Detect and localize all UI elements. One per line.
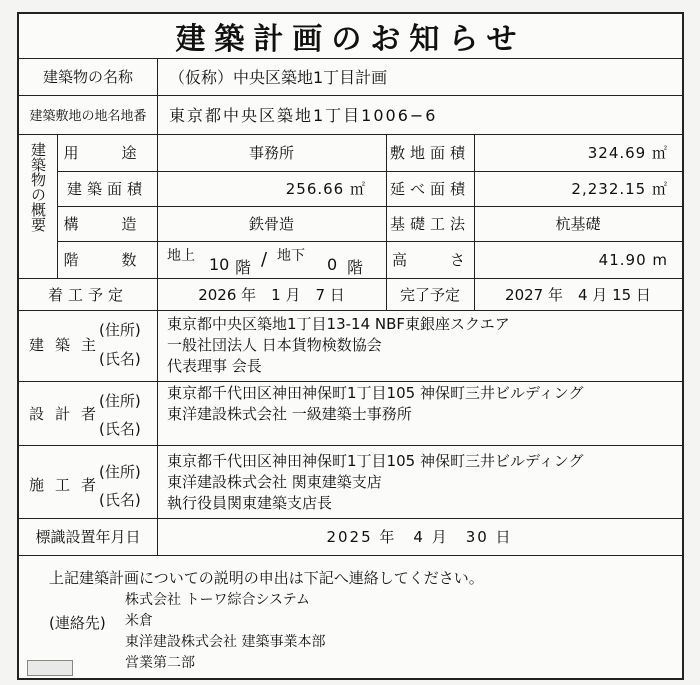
owner-line: 代表理事 会長 xyxy=(167,357,262,375)
structure-label: 構 造 xyxy=(63,215,151,233)
foundation-value: 杭基礎 xyxy=(555,215,601,233)
floors-label: 階 数 xyxy=(63,251,151,269)
contact-line: 営業第二部 xyxy=(125,655,195,671)
floors-below-prefix: 地下 xyxy=(277,248,305,264)
contractor-label: 施工者 xyxy=(29,476,108,494)
structure-value: 鉄骨造 xyxy=(248,215,294,233)
end-date-value: 2027 年 4 月 15 日 xyxy=(505,285,651,304)
floors-above-unit: 階 xyxy=(235,258,252,277)
building-name-label: 建築物の名称 xyxy=(42,68,133,86)
contractor-line: 東洋建設株式会社 関東建築支店 xyxy=(167,473,382,491)
posting-date-label: 標識設置年月日 xyxy=(35,528,141,546)
notice-board xyxy=(17,12,684,680)
floors-below-value: 0 xyxy=(327,255,338,274)
site-address-label: 建築敷地の地名地番 xyxy=(29,109,147,124)
designer-address-tag: (住所) xyxy=(99,392,141,410)
designer-label: 設計者 xyxy=(29,405,108,423)
notice-text: 上記建築計画についての説明の申出は下記へ連絡してください。 xyxy=(49,569,484,587)
site-area-value: 324.69 ㎡ xyxy=(587,144,668,162)
building-area-label: 建築面積 xyxy=(66,180,147,198)
owner-name-tag: (氏名) xyxy=(99,350,141,368)
board-title: 建築計画のお知らせ xyxy=(175,22,526,57)
building-area-value: 256.66 ㎡ xyxy=(285,180,366,198)
designer-line: 東洋建設株式会社 一級建築士事務所 xyxy=(167,405,412,423)
small-sticker xyxy=(27,660,73,676)
owner-details xyxy=(167,314,510,377)
owner-line: 一般社団法人 日本貨物検数協会 xyxy=(167,336,382,354)
floors-value xyxy=(167,243,382,277)
site-address-value: 東京都中央区築地1丁目1006−6 xyxy=(169,106,438,125)
floor-area-label: 延べ面積 xyxy=(389,180,470,198)
designer-name-tag: (氏名) xyxy=(99,420,141,438)
contractor-details xyxy=(167,451,583,514)
floors-above-prefix: 地上 xyxy=(167,248,195,264)
height-label: 高 さ xyxy=(392,251,480,269)
end-date-label: 完了予定 xyxy=(399,285,460,304)
owner-label: 建築主 xyxy=(29,336,108,354)
owner-line: 東京都中央区築地1丁目13-14 NBF東銀座スクエア xyxy=(167,315,510,333)
owner-address-tag: (住所) xyxy=(99,321,141,339)
building-name-value: （仮称）中央区築地1丁目計画 xyxy=(169,68,388,87)
contact-line: 株式会社 トーワ綜合システム xyxy=(125,592,311,608)
start-date-label: 着工予定 xyxy=(47,285,128,304)
floor-area-value: 2,232.15 ㎡ xyxy=(571,180,668,198)
contractor-line: 執行役員関東建築支店長 xyxy=(167,494,333,512)
posting-date-value: 2025 年 4 月 30 日 xyxy=(326,528,513,546)
contractor-name-tag: (氏名) xyxy=(99,491,141,509)
contact-details xyxy=(125,590,325,674)
designer-line: 東京都千代田区神田神保町1丁目105 神保町三井ビルディング xyxy=(167,384,584,402)
contact-line: 米倉 xyxy=(125,613,153,629)
use-label: 用 途 xyxy=(63,144,151,162)
floors-below-unit: 階 xyxy=(347,258,364,277)
floors-above-value: 10 xyxy=(209,255,230,274)
contractor-line: 東京都千代田区神田神保町1丁目105 神保町三井ビルディング xyxy=(167,452,584,470)
foundation-label: 基礎工法 xyxy=(389,215,470,233)
site-area-label: 敷地面積 xyxy=(389,144,470,162)
contact-tag: (連絡先) xyxy=(49,614,106,632)
designer-details xyxy=(167,383,583,425)
height-value: 41.90 m xyxy=(598,250,668,269)
contact-line: 東洋建設株式会社 建築事業本部 xyxy=(125,634,326,650)
use-value: 事務所 xyxy=(248,144,294,162)
start-date-value: 2026 年 1 月 7 日 xyxy=(198,285,345,304)
contractor-address-tag: (住所) xyxy=(99,463,141,481)
overview-group-label: 建築物の概要 xyxy=(29,142,47,232)
floors-separator: / xyxy=(261,249,268,270)
